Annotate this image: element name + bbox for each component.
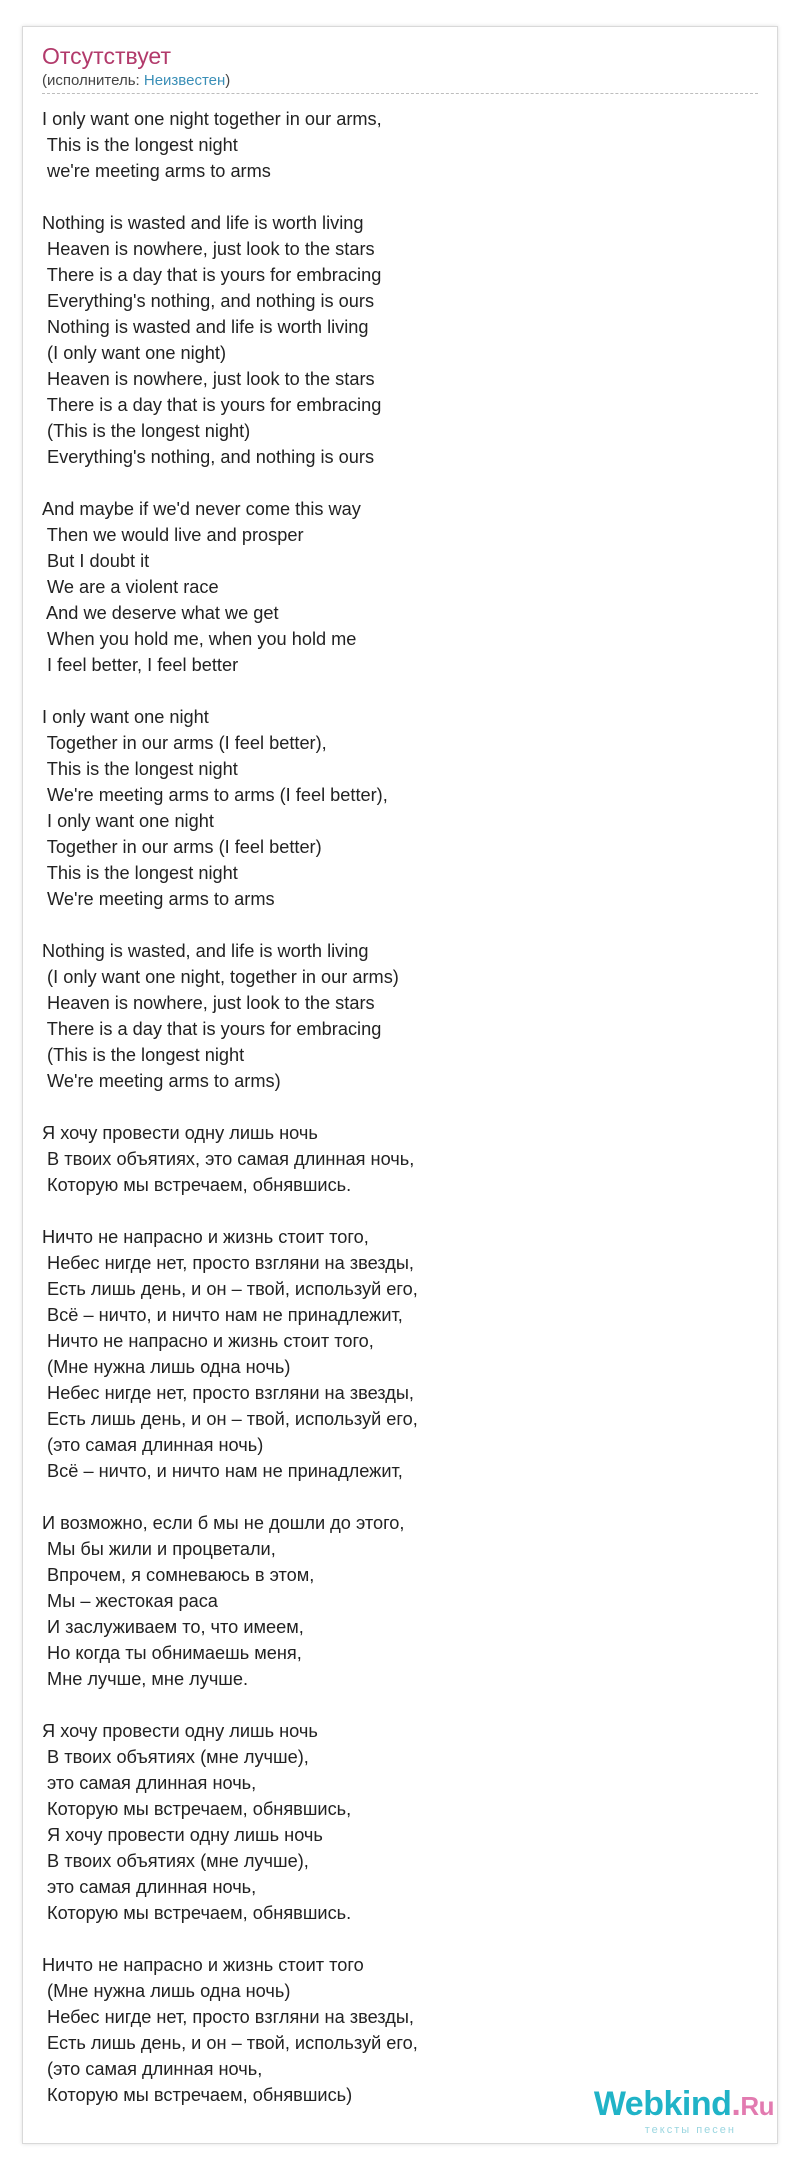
lyrics-text <box>42 106 742 2108</box>
lyric-line: И заслуживаем то, что имеем, <box>42 1617 304 1637</box>
lyric-line <box>42 470 742 496</box>
lyric-line: Я хочу провести одну лишь ночь <box>42 1825 323 1845</box>
lyric-line: I only want one night <box>42 707 209 727</box>
lyric-line: Впрочем, я сомневаюсь в этом, <box>42 1565 315 1585</box>
lyric-line: we're meeting arms to arms <box>42 161 271 181</box>
lyric-line: Всё – ничто, и ничто нам не принадлежит, <box>42 1305 403 1325</box>
lyric-line: There is a day that is yours for embracing <box>42 395 382 415</box>
lyric-line: (This is the longest night) <box>42 421 251 441</box>
lyric-line: We're meeting arms to arms (I feel better), <box>42 785 388 805</box>
lyric-line: Ничто не напрасно и жизнь стоит того, <box>42 1227 369 1247</box>
lyric-line: Есть лишь день, и он – твой, используй его, <box>42 1279 418 1299</box>
lyric-line: Но когда ты обнимаешь меня, <box>42 1643 302 1663</box>
song-title: Отсутствует <box>42 43 171 69</box>
lyric-line: Мы – жестокая раса <box>42 1591 218 1611</box>
lyric-line: There is a day that is yours for embracing <box>42 265 382 285</box>
lyric-line: Everything's nothing, and nothing is ours <box>42 291 375 311</box>
lyric-line: Then we would live and prosper <box>42 525 304 545</box>
lyric-line <box>42 1692 742 1718</box>
lyric-line: В твоих объятиях (мне лучше), <box>42 1747 309 1767</box>
lyric-line <box>42 184 742 210</box>
lyric-line: Небес нигде нет, просто взгляни на звезды, <box>42 1253 414 1273</box>
site-logo[interactable] <box>574 2086 774 2134</box>
lyric-line: Nothing is wasted and life is worth living <box>42 317 369 337</box>
lyric-line: (Мне нужна лишь одна ночь) <box>42 1981 291 2001</box>
lyric-line: We are a violent race <box>42 577 219 597</box>
lyric-line: Есть лишь день, и он – твой, используй его, <box>42 2033 418 2053</box>
lyric-line: There is a day that is yours for embracing <box>42 1019 382 1039</box>
lyric-line: В твоих объятиях, это самая длинная ночь, <box>42 1149 415 1169</box>
lyric-line: (This is the longest night <box>42 1045 245 1065</box>
logo-tagline: тексты песен <box>644 2124 736 2136</box>
lyric-line: Я хочу провести одну лишь ночь <box>42 1721 318 1741</box>
lyric-line: Ничто не напрасно и жизнь стоит того <box>42 1955 364 1975</box>
lyric-line: (это самая длинная ночь, <box>42 2059 263 2079</box>
lyric-line: Heaven is nowhere, just look to the stars <box>42 993 375 1013</box>
lyric-line <box>42 1198 742 1224</box>
lyric-line: I only want one night together in our arms, <box>42 109 382 129</box>
lyric-line <box>42 678 742 704</box>
lyric-line: Мы бы жили и процветали, <box>42 1539 276 1559</box>
lyric-line: This is the longest night <box>42 135 238 155</box>
artist-prefix: (исполнитель: <box>42 72 144 89</box>
lyric-line: Которую мы встречаем, обнявшись) <box>42 2085 353 2105</box>
lyric-line: (I only want one night, together in our arms) <box>42 967 399 987</box>
lyric-line: I feel better, I feel better <box>42 655 239 675</box>
lyric-line: И возможно, если б мы не дошли до этого, <box>42 1513 405 1533</box>
lyric-line: Nothing is wasted, and life is worth living <box>42 941 369 961</box>
lyric-line: Которую мы встречаем, обнявшись, <box>42 1799 352 1819</box>
lyric-line <box>42 912 742 938</box>
lyric-line: В твоих объятиях (мне лучше), <box>42 1851 309 1871</box>
lyric-line <box>42 1484 742 1510</box>
lyric-line <box>42 1926 742 1952</box>
lyric-line: And we deserve what we get <box>42 603 279 623</box>
lyric-line: And maybe if we'd never come this way <box>42 499 361 519</box>
lyric-line: Together in our arms (I feel better) <box>42 837 322 857</box>
lyric-line: I only want one night <box>42 811 214 831</box>
lyric-line: Ничто не напрасно и жизнь стоит того, <box>42 1331 374 1351</box>
lyric-line: Небес нигде нет, просто взгляни на звезды, <box>42 1383 414 1403</box>
header-divider <box>42 93 758 94</box>
lyric-line: Heaven is nowhere, just look to the stars <box>42 369 375 389</box>
lyric-line: Я хочу провести одну лишь ночь <box>42 1123 318 1143</box>
lyric-line: This is the longest night <box>42 863 238 883</box>
lyric-line: (I only want one night) <box>42 343 226 363</box>
lyric-line: Которую мы встречаем, обнявшись. <box>42 1175 352 1195</box>
lyric-line: This is the longest night <box>42 759 238 779</box>
lyric-line: When you hold me, when you hold me <box>42 629 357 649</box>
lyric-line: Nothing is wasted and life is worth living <box>42 213 364 233</box>
lyric-line: We're meeting arms to arms <box>42 889 275 909</box>
lyric-line: Небес нигде нет, просто взгляни на звезды, <box>42 2007 414 2027</box>
lyric-line: Together in our arms (I feel better), <box>42 733 327 753</box>
lyric-line: это самая длинная ночь, <box>42 1773 257 1793</box>
lyric-line: Есть лишь день, и он – твой, используй его, <box>42 1409 418 1429</box>
lyric-line: We're meeting arms to arms) <box>42 1071 281 1091</box>
lyric-line: Мне лучше, мне лучше. <box>42 1669 249 1689</box>
lyric-line: (это самая длинная ночь) <box>42 1435 264 1455</box>
logo-wordmark: Webkind.Ru <box>593 2085 774 2123</box>
lyric-line <box>42 1094 742 1120</box>
artist-line <box>42 72 230 90</box>
lyric-line: Everything's nothing, and nothing is ours <box>42 447 375 467</box>
lyric-line: Heaven is nowhere, just look to the stars <box>42 239 375 259</box>
artist-suffix: ) <box>225 72 231 89</box>
lyric-line: But I doubt it <box>42 551 150 571</box>
lyric-line: (Мне нужна лишь одна ночь) <box>42 1357 291 1377</box>
lyric-line: Всё – ничто, и ничто нам не принадлежит, <box>42 1461 403 1481</box>
artist-link[interactable]: Неизвестен <box>143 72 226 89</box>
lyric-line: Которую мы встречаем, обнявшись. <box>42 1903 352 1923</box>
lyric-line: это самая длинная ночь, <box>42 1877 257 1897</box>
